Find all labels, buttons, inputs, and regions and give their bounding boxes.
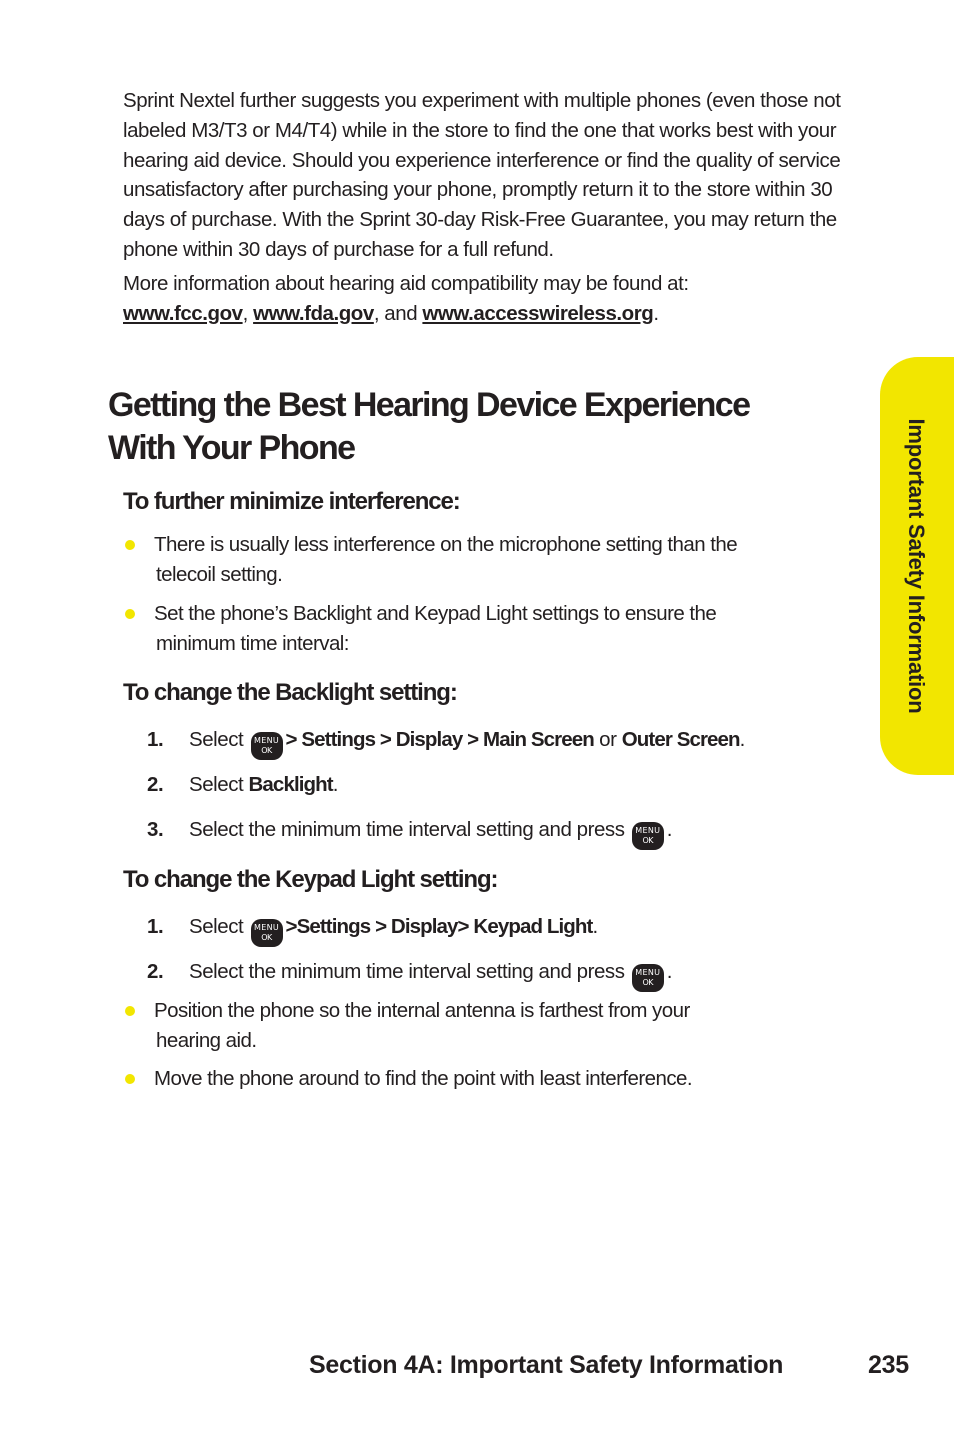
sentence-end: . xyxy=(653,301,659,325)
page-number: 235 xyxy=(868,1351,909,1379)
bullet-text-continued: minimum time interval: xyxy=(156,631,349,655)
step-number: 1. xyxy=(147,728,164,751)
link-separator: , and xyxy=(373,301,423,325)
more-info-lead: More information about hearing aid compatibility may be found at: xyxy=(123,271,689,295)
menu-path: >Settings > Display> Keypad Light xyxy=(285,915,593,938)
step-text: Select xyxy=(189,773,249,796)
step-end: . xyxy=(666,818,673,841)
backlight-step-2 xyxy=(147,770,338,800)
bullet-item xyxy=(125,996,814,1055)
menu-path: > Settings > Display > Main Screen xyxy=(285,728,594,751)
accesswireless-link[interactable]: www.accesswireless.org xyxy=(422,301,654,325)
backlight-heading: To change the Backlight setting: xyxy=(123,679,457,706)
intro-paragraph: Sprint Nextel further suggests you experiment with multiple phones (even those not labeled M3/T3 or M4/T4) while in the store to find the one that works best with your hearing aid device. Should you experience interference or find the quality of service unsatisfactory after purchasing your phone, promptly return it to the store within 30 days of purchase. With the Sprint 30-day Risk-Free Guarantee, you may return the phone within 30 days of purchase for a full refund. xyxy=(123,89,841,261)
menu-key-top: MENU xyxy=(254,923,280,932)
step-number: 2. xyxy=(147,960,164,983)
bullet-text: Set the phone’s Backlight and Keypad Light settings to ensure the xyxy=(154,602,717,625)
menu-path: Backlight xyxy=(248,773,333,796)
backlight-step-1 xyxy=(147,725,745,760)
menu-ok-key-icon xyxy=(632,822,664,850)
bullet-text-continued: hearing aid. xyxy=(156,1028,257,1052)
step-end: . xyxy=(666,960,673,983)
bullet-icon xyxy=(125,1074,135,1084)
menu-ok-key-icon xyxy=(251,919,283,947)
menu-key-bottom: OK xyxy=(642,836,654,845)
bullet-icon xyxy=(125,609,135,619)
menu-key-bottom: OK xyxy=(642,978,654,987)
bullet-item xyxy=(125,530,814,589)
step-number: 2. xyxy=(147,773,164,796)
bullet-text-continued: telecoil setting. xyxy=(156,562,283,586)
keypad-step-2 xyxy=(147,957,672,992)
step-text: or xyxy=(593,728,622,751)
step-end: . xyxy=(332,773,338,796)
step-text: Select the minimum time interval setting and press xyxy=(189,818,625,841)
minimize-interference-heading: To further minimize interference: xyxy=(123,488,460,515)
step-end: . xyxy=(592,915,598,938)
step-text: Select the minimum time interval setting and press xyxy=(189,960,625,983)
bullet-text: Position the phone so the internal antenna is farthest from your xyxy=(154,999,690,1022)
keypad-light-heading: To change the Keypad Light setting: xyxy=(123,866,498,893)
link-separator: , xyxy=(242,301,254,325)
bullet-text: There is usually less interference on the microphone setting than the xyxy=(154,533,738,556)
main-heading-line1: Getting the Best Hearing Device Experience xyxy=(108,386,750,424)
fda-link[interactable]: www.fda.gov xyxy=(253,301,374,325)
menu-key-top: MENU xyxy=(635,826,661,835)
bullet-icon xyxy=(125,540,135,550)
step-text: Select xyxy=(189,728,244,751)
more-info-paragraph xyxy=(123,269,863,329)
menu-ok-key-icon xyxy=(632,964,664,992)
menu-key-top: MENU xyxy=(254,736,280,745)
main-heading xyxy=(108,384,749,470)
side-tab-label: Important Safety Information xyxy=(904,418,929,714)
menu-key-bottom: OK xyxy=(261,746,272,755)
main-heading-line2: With Your Phone xyxy=(108,429,355,467)
intro-section xyxy=(123,86,863,328)
bullet-item xyxy=(125,1064,814,1094)
step-end: . xyxy=(739,728,745,751)
bullet-icon xyxy=(125,1006,135,1016)
backlight-step-3 xyxy=(147,815,672,850)
step-text: Select xyxy=(189,915,244,938)
step-number: 1. xyxy=(147,915,164,938)
bullet-item xyxy=(125,599,814,658)
bullet-text: Move the phone around to find the point with least interference. xyxy=(154,1067,693,1090)
menu-key-bottom: OK xyxy=(261,933,272,942)
footer-section-title: Section 4A: Important Safety Information xyxy=(309,1351,784,1379)
menu-ok-key-icon xyxy=(251,732,283,760)
menu-key-top: MENU xyxy=(635,968,661,977)
menu-path: Outer Screen xyxy=(621,728,740,751)
step-number: 3. xyxy=(147,818,164,841)
keypad-step-1 xyxy=(147,912,598,947)
fcc-link[interactable]: www.fcc.gov xyxy=(123,301,243,325)
